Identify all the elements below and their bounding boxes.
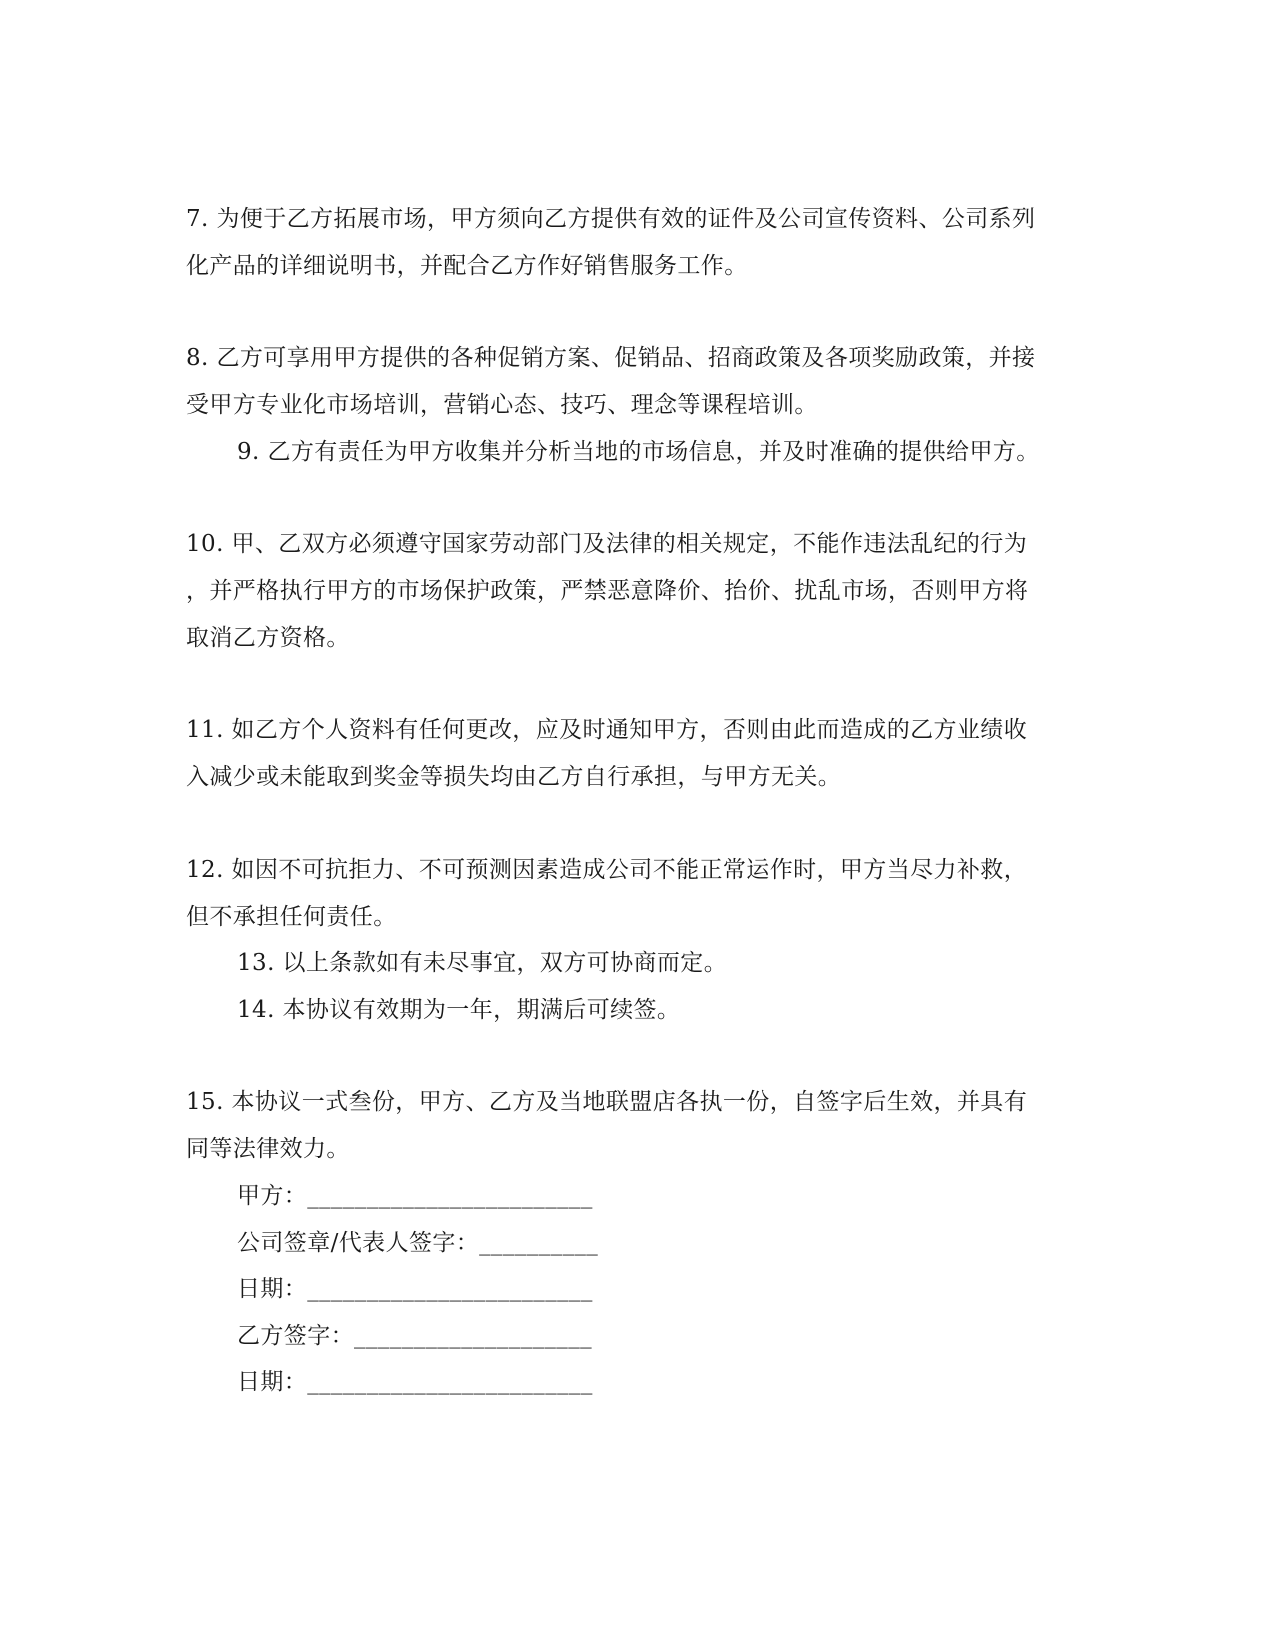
clause-11-line-2: 入减少或未能取到奖金等损失均由乙方自行承担，与甲方无关。 — [186, 764, 842, 790]
clause-10-line-1: 10. 甲、乙双方必须遵守国家劳动部门及法律的相关规定，不能作违法乱纪的行为 — [186, 531, 1028, 557]
clause-13-line-1: 13. 以上条款如有未尽事宜，双方可协商而定。 — [237, 950, 728, 976]
clause-15-line-1: 15. 本协议一式叁份，甲方、乙方及当地联盟店各执一份，自签字后生效，并具有 — [186, 1089, 1028, 1115]
clause-8-line-1: 8. 乙方可享用甲方提供的各种促销方案、促销品、招商政策及各项奖励政策，并接 — [186, 345, 1036, 371]
clause-10-line-2: ，并严格执行甲方的市场保护政策，严禁恶意降价、抬价、扰乱市场，否则甲方将 — [186, 578, 1029, 604]
clause-14-line-1: 14. 本协议有效期为一年，期满后可续签。 — [237, 997, 681, 1023]
signature-date-a: 日期：________________________ — [237, 1276, 593, 1302]
clause-12-line-2: 但不承担任何责任。 — [186, 904, 397, 930]
clause-7-line-2: 化产品的详细说明书，并配合乙方作好销售服务工作。 — [186, 253, 748, 279]
clause-8-line-2: 受甲方专业化市场培训，营销心态、技巧、理念等课程培训。 — [186, 392, 818, 418]
signature-party-a: 甲方：________________________ — [237, 1183, 593, 1209]
clause-10-line-3: 取消乙方资格。 — [186, 625, 350, 651]
clause-11-line-1: 11. 如乙方个人资料有任何更改，应及时通知甲方，否则由此而造成的乙方业绩收 — [186, 717, 1028, 743]
signature-party-b: 乙方签字：____________________ — [237, 1323, 592, 1349]
signature-date-b: 日期：________________________ — [237, 1369, 593, 1395]
clause-9-line-1: 9. 乙方有责任为甲方收集并分析当地的市场信息，并及时准确的提供给甲方。 — [237, 439, 1040, 465]
signature-company-seal: 公司签章/代表人签字：__________ — [237, 1230, 599, 1256]
clause-15-line-2: 同等法律效力。 — [186, 1136, 350, 1162]
clause-12-line-1: 12. 如因不可抗拒力、不可预测因素造成公司不能正常运作时，甲方当尽力补救， — [186, 857, 1028, 883]
clause-7-line-1: 7. 为便于乙方拓展市场，甲方须向乙方提供有效的证件及公司宣传资料、公司系列 — [186, 206, 1036, 232]
